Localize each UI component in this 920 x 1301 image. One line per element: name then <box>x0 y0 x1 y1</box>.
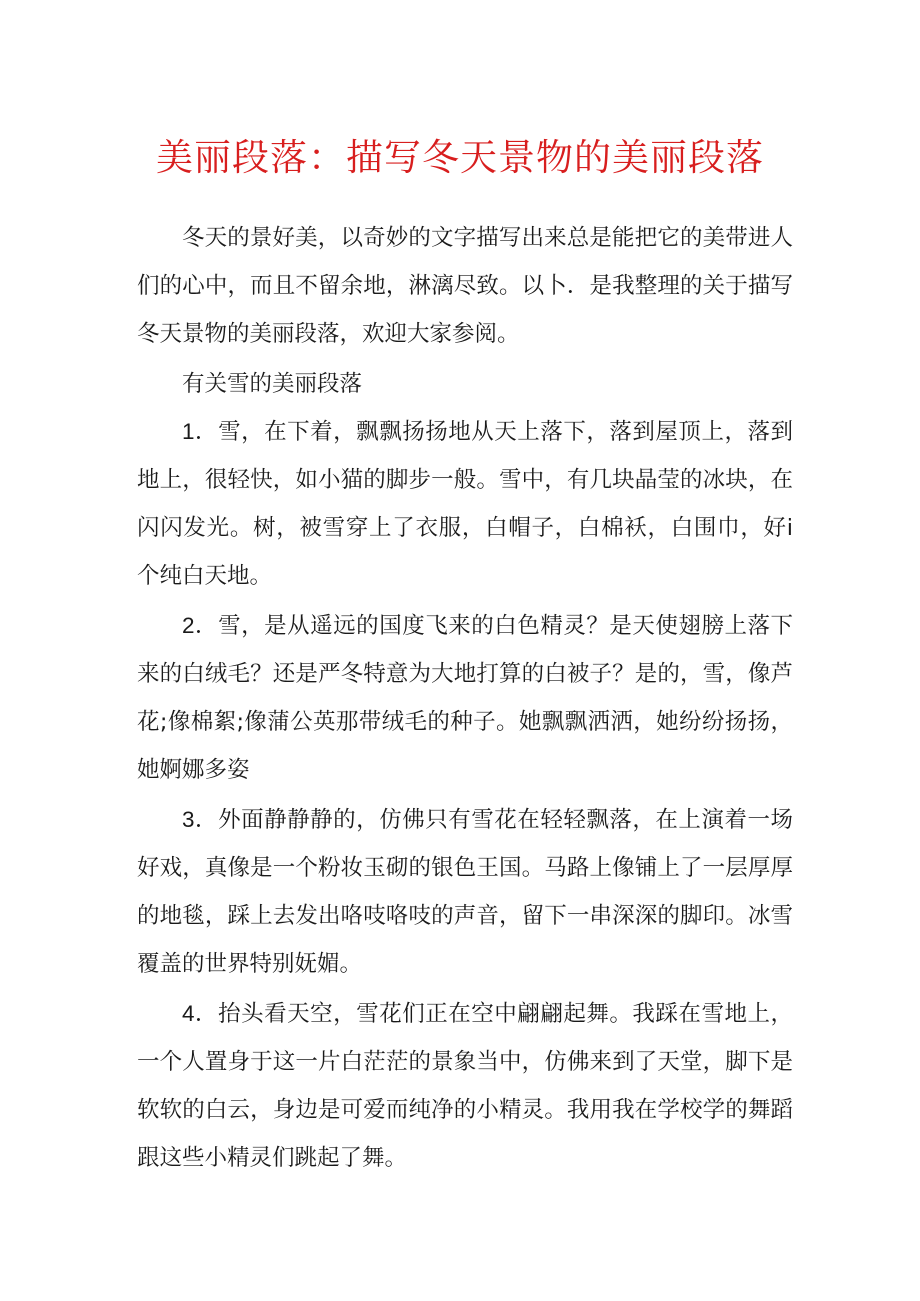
paragraph-1 <box>137 408 793 600</box>
paragraph-number: 2． <box>182 613 219 638</box>
paragraph-number: 1． <box>182 419 219 444</box>
paragraph-number: 4． <box>182 1001 219 1026</box>
section-heading: 有关雪的美丽段落 <box>182 371 363 397</box>
paragraph-4 <box>137 990 793 1182</box>
paragraph-text: 抬头看天空，雪花们正在空中翩翩起舞。我踩在雪地上，一个人置身于这一片白茫茫的景象当中，仿佛来到了天堂，脚下是软软的白云，身边是可爱而纯净的小精灵。我用我在学校学的舞蹈跟这些小精灵们跳起了舞。 <box>137 1001 793 1171</box>
paragraph-text: 雪，是从遥远的国度飞来的白色精灵？是天使翅膀上落下来的白绒毛？还是严冬特意为大地打算的白被子？是的，雪，像芦花;像棉絮;像蒲公英那带绒毛的种子。她飘飘洒洒，她纷纷扬扬，她婀娜多姿 <box>137 613 793 783</box>
document-title: 美丽段落：描写冬天景物的美丽段落 <box>156 136 764 179</box>
paragraph-2 <box>137 602 793 794</box>
intro-paragraph: 冬天的景好美，以奇妙的文字描写出来总是能把它的美带进人们的心中，而且不留余地，淋漓尽致。以卜．是我整理的关于描写冬天景物的美丽段落，欢迎大家参阅。 <box>137 225 793 347</box>
paragraph-text: 外面静静静的，仿佛只有雪花在轻轻飘落，在上演着一场好戏，真像是一个粉妆玉砌的银色王国。马路上像铺上了一层厚厚的地毯，踩上去发出咯吱咯吱的声音，留下一串深深的脚印。冰雪覆盖的世界特别妩媚。 <box>137 807 793 977</box>
paragraph-number: 3． <box>182 807 219 832</box>
document-body <box>137 214 793 1184</box>
paragraph-3 <box>137 796 793 988</box>
paragraph-text: 雪，在下着，飘飘扬扬地从天上落下，落到屋顶上，落到地上，很轻快，如小猫的脚步一般。雪中，有几块晶莹的冰块，在闪闪发光。树，被雪穿上了衣服，白帽子，白棉袄，白围巾，好i个纯白天地。 <box>137 419 793 589</box>
